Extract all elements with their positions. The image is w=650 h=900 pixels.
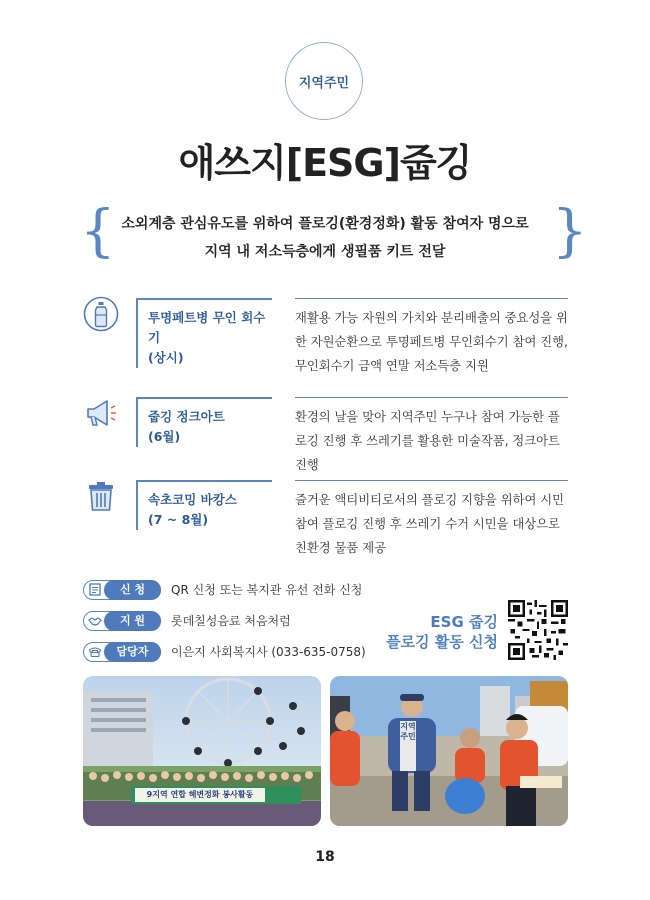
right-brace: } — [552, 199, 588, 264]
program-label — [136, 480, 272, 530]
program-name: 줍깅 정크아트 — [148, 409, 225, 424]
info-text: 이은지 사회복지사 (033-635-0758) — [171, 645, 366, 659]
page-title: 애쓰지[ESG]줍깅 — [178, 141, 472, 185]
group-photo — [83, 676, 321, 826]
plastic-bottle-icon — [83, 296, 119, 332]
category-badge — [285, 42, 363, 120]
megaphone-icon — [83, 395, 119, 431]
program-period: (7 ~ 8월) — [148, 512, 209, 527]
program-label — [136, 298, 272, 368]
program-period: (상시) — [148, 350, 184, 365]
program-period: (6월) — [148, 429, 181, 444]
info-tag: 신 청 — [104, 580, 161, 600]
document-icon — [88, 583, 102, 596]
program-description: 재활용 가능 자원의 가치와 분리배출의 중요성을 위한 자원순환으로 투명페트병 무인회수기 참여 진행, 무인회수기 금액 연말 저소득층 지원 — [295, 298, 568, 378]
phone-icon — [88, 645, 102, 658]
subtitle — [100, 210, 550, 266]
trash-bin-icon — [83, 478, 119, 514]
program-description: 즐거운 액티비티로서의 플로깅 지향을 위하여 시민 참여 플로깅 진행 후 쓰레기 수거 시민을 대상으로 친환경 물품 제공 — [295, 480, 568, 560]
handshake-icon — [88, 614, 102, 627]
apply-cta-line-1: ESG 줍깅 — [430, 613, 498, 631]
left-brace: { — [80, 199, 116, 264]
program-label — [136, 397, 272, 447]
info-tag: 담당자 — [104, 642, 161, 662]
apply-cta-line-2: 플로깅 활동 신청 — [386, 633, 498, 651]
info-pill — [83, 642, 161, 662]
subtitle-line-1: 소외계층 관심유도를 위하여 플로깅(환경정화) 활동 참여자 명으로 — [121, 216, 529, 232]
program-name: 속초코밍 바캉스 — [148, 492, 237, 507]
info-pill — [83, 611, 161, 631]
info-text: 롯데칠성음료 처음처럼 — [171, 614, 291, 628]
group-photo-banner: 9지역 연합 해변정화 봉사활동 — [146, 790, 254, 799]
plogging-photo-vest: 지역주민 — [400, 722, 416, 741]
program-name: 투명페트병 무인 회수기 — [148, 310, 266, 345]
plogging-photo — [330, 676, 568, 826]
apply-cta — [380, 612, 498, 652]
qr-code[interactable] — [508, 600, 568, 660]
page-number: 18 — [315, 849, 335, 865]
info-text: QR 신청 또는 복지관 유선 전화 신청 — [171, 583, 363, 597]
info-tag: 지 원 — [104, 611, 161, 631]
info-pill — [83, 580, 161, 600]
group-photo-image — [83, 676, 321, 826]
subtitle-line-2: 지역 내 저소득층에게 생필품 키트 전달 — [204, 244, 446, 260]
category-badge-label: 지역주민 — [298, 75, 350, 91]
program-description: 환경의 날을 맞아 지역주민 누구나 참여 가능한 플로깅 진행 후 쓰레기를 활용한 미술작품, 정크아트 진행 — [295, 397, 568, 477]
plogging-photo-image — [330, 676, 568, 826]
